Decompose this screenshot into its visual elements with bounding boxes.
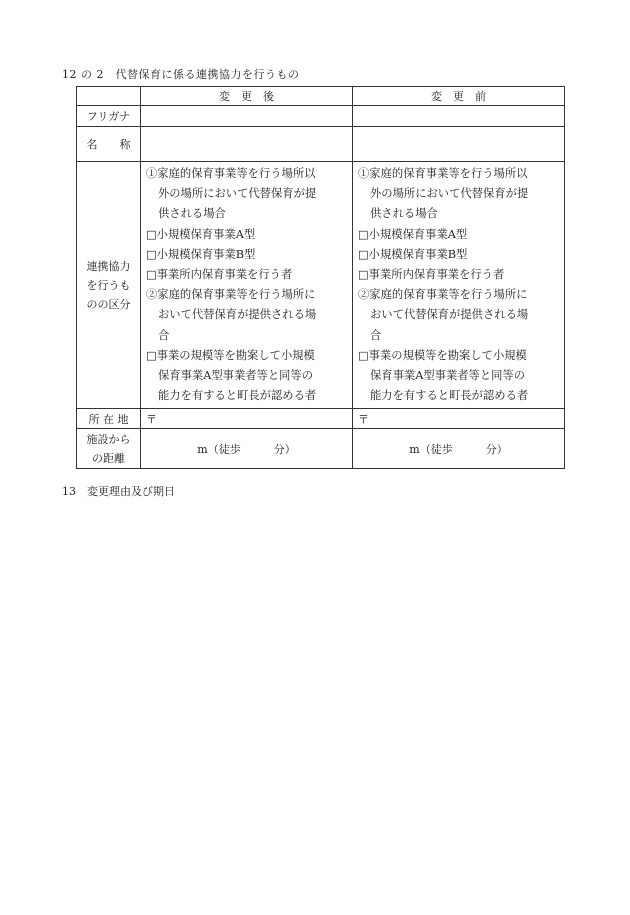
label-category-line: を行うも [86, 278, 131, 292]
option-text: □事業の規模等を勘案して小規模 [146, 348, 315, 362]
label-distance [77, 429, 141, 469]
distance-after-cell[interactable] [141, 429, 353, 469]
option-text: □小規模保育事業A型 [358, 227, 468, 241]
option-small-scale-a[interactable] [146, 225, 346, 245]
option-home-based-internal[interactable] [358, 285, 558, 346]
option-text: ①家庭的保育事業等を行う場所以 [146, 167, 316, 180]
option-workplace[interactable] [358, 265, 558, 285]
option-text: □小規模保育事業A型 [146, 227, 256, 241]
distance-before-cell[interactable] [353, 429, 565, 469]
name-before-cell[interactable] [353, 127, 565, 162]
address-after-cell[interactable] [141, 409, 353, 429]
option-home-based-internal[interactable] [146, 285, 346, 346]
category-after-cell [141, 162, 353, 409]
cooperation-table [76, 86, 565, 469]
label-category-line: 連携協力 [86, 259, 131, 273]
option-text: 合 [370, 328, 382, 342]
label-category-line: のの区分 [86, 297, 131, 311]
header-before: 変 更 前 [353, 87, 565, 106]
furigana-after-cell[interactable] [141, 106, 353, 127]
option-home-based-external[interactable] [146, 164, 346, 225]
label-distance-line: の距離 [92, 451, 125, 465]
category-before-cell [353, 162, 565, 409]
option-text: おいて代替保育が提供される場 [370, 308, 529, 322]
option-text: 供される場合 [370, 207, 438, 221]
option-text: ②家庭的保育事業等を行う場所に [146, 288, 316, 302]
option-list [353, 162, 564, 408]
postal-mark: 〒 [146, 412, 157, 426]
option-text: 能力を有すると町長が認める者 [370, 389, 529, 403]
option-text: 保育事業A型事業者等と同等の [158, 369, 314, 383]
option-equivalent-capacity[interactable] [146, 346, 346, 407]
label-address: 所 在 地 [77, 409, 141, 429]
label-name: 名 称 [77, 127, 141, 162]
option-list [141, 162, 352, 408]
postal-mark: 〒 [358, 412, 369, 426]
section-heading: 12 の 2 代替保育に係る連携協力を行うもの [62, 68, 300, 81]
option-text: ②家庭的保育事業等を行う場所に [358, 288, 528, 302]
option-text: 供される場合 [158, 207, 226, 221]
option-workplace[interactable] [146, 265, 346, 285]
address-before-cell[interactable] [353, 409, 565, 429]
furigana-before-cell[interactable] [353, 106, 565, 127]
label-furigana: フリガナ [77, 106, 141, 127]
option-text: 保育事業A型事業者等と同等の [370, 369, 526, 383]
option-text: 外の場所において代替保育が提 [158, 187, 317, 201]
option-text: □事業所内保育事業を行う者 [358, 268, 505, 282]
distance-text: m（徒歩 分） [409, 442, 508, 456]
option-text: □事業の規模等を勘案して小規模 [358, 348, 527, 362]
option-text: □小規模保育事業B型 [146, 247, 256, 261]
option-small-scale-b[interactable] [358, 245, 558, 265]
distance-text: m（徒歩 分） [197, 442, 296, 456]
option-text: □事業所内保育事業を行う者 [146, 268, 293, 282]
header-blank [77, 87, 141, 106]
option-home-based-external[interactable] [358, 164, 558, 225]
label-distance-line: 施設から [86, 432, 131, 446]
option-text: ①家庭的保育事業等を行う場所以 [358, 167, 528, 180]
header-after: 変 更 後 [141, 87, 353, 106]
option-text: 能力を有すると町長が認める者 [158, 389, 317, 403]
name-after-cell[interactable] [141, 127, 353, 162]
label-category [77, 162, 141, 409]
option-text: 合 [158, 328, 170, 342]
option-small-scale-a[interactable] [358, 225, 558, 245]
option-small-scale-b[interactable] [146, 245, 346, 265]
option-equivalent-capacity[interactable] [358, 346, 558, 407]
option-text: 外の場所において代替保育が提 [370, 187, 529, 201]
next-section-heading: 13 変更理由及び期日 [62, 485, 175, 498]
option-text: □小規模保育事業B型 [358, 247, 468, 261]
option-text: おいて代替保育が提供される場 [158, 308, 317, 322]
